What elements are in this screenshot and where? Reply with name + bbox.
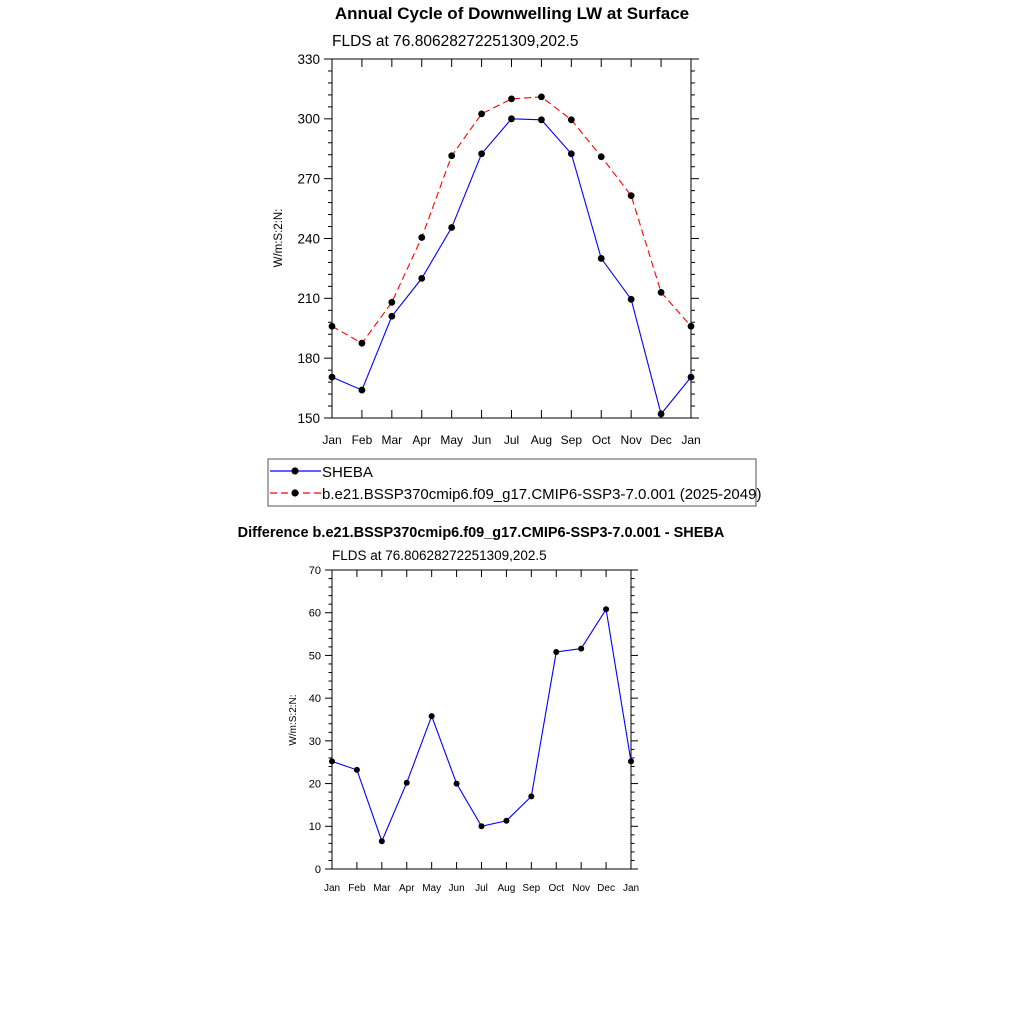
x-tick-label: Jul bbox=[503, 433, 520, 447]
y-ticks bbox=[309, 565, 638, 876]
y-axis-label: W/m:S:2:N: bbox=[273, 208, 285, 268]
x-tick-label: Dec bbox=[650, 433, 672, 447]
x-tick-label: Nov bbox=[572, 883, 591, 894]
series-line bbox=[332, 609, 631, 841]
data-point bbox=[598, 153, 605, 160]
x-tick-label: Jun bbox=[448, 883, 465, 894]
x-tick-label: Feb bbox=[351, 433, 373, 447]
data-point bbox=[568, 116, 575, 123]
x-tick-label: Apr bbox=[398, 883, 415, 894]
x-tick-label: Jul bbox=[475, 883, 488, 894]
data-point bbox=[628, 192, 635, 199]
data-point bbox=[388, 313, 395, 320]
x-tick-label: Jan bbox=[323, 883, 341, 894]
x-tick-label: Aug bbox=[530, 433, 553, 447]
series-layer bbox=[329, 606, 634, 844]
legend-marker-model bbox=[291, 489, 298, 496]
chart-difference bbox=[238, 525, 725, 894]
y-tick-label: 240 bbox=[297, 231, 320, 247]
x-tick-label: Mar bbox=[381, 433, 403, 447]
data-point bbox=[508, 115, 515, 122]
y-tick-label: 60 bbox=[308, 607, 321, 620]
data-point bbox=[388, 299, 395, 306]
y-tick-label: 70 bbox=[308, 564, 321, 577]
series-line bbox=[332, 119, 691, 414]
y-ticks bbox=[297, 52, 699, 426]
data-point bbox=[479, 823, 485, 829]
series-line bbox=[332, 97, 691, 343]
x-tick-label: May bbox=[422, 883, 442, 894]
x-tick-label: Jan bbox=[622, 883, 640, 894]
x-tick-label: Sep bbox=[522, 883, 541, 894]
chart-title: Difference b.e21.BSSP370cmip6.f09_g17.CMIP6-SSP3-7.0.001 - SHEBA bbox=[237, 525, 725, 541]
y-tick-label: 330 bbox=[297, 51, 320, 67]
data-point bbox=[528, 793, 534, 799]
chart-title: Annual Cycle of Downwelling LW at Surface bbox=[334, 4, 690, 23]
chart-annual-cycle bbox=[268, 4, 761, 506]
chart-subtitle: FLDS at 76.80628272251309,202.5 bbox=[332, 548, 547, 563]
y-tick-label: 180 bbox=[297, 351, 320, 367]
data-point bbox=[404, 780, 410, 786]
data-point bbox=[329, 323, 336, 330]
x-tick-label: Jan bbox=[322, 433, 342, 447]
y-tick-label: 300 bbox=[297, 111, 320, 127]
x-tick-label: Sep bbox=[560, 433, 583, 447]
data-point bbox=[379, 838, 385, 844]
data-point bbox=[418, 234, 425, 241]
x-tick-label: Dec bbox=[597, 883, 615, 894]
data-point bbox=[598, 255, 605, 262]
series-layer bbox=[329, 93, 695, 417]
data-point bbox=[448, 224, 455, 231]
legend bbox=[268, 459, 761, 506]
x-tick-label: Feb bbox=[348, 883, 366, 894]
y-axis-label: W/m:S:2:N: bbox=[288, 694, 299, 746]
data-point bbox=[538, 116, 545, 123]
data-point bbox=[448, 152, 455, 159]
data-point bbox=[329, 374, 336, 381]
y-tick-label: 10 bbox=[308, 821, 321, 834]
y-tick-label: 270 bbox=[297, 171, 320, 187]
x-tick-label: Nov bbox=[620, 433, 642, 447]
chart-subtitle: FLDS at 76.80628272251309,202.5 bbox=[332, 33, 579, 50]
data-point bbox=[354, 767, 360, 773]
data-point bbox=[658, 411, 665, 418]
y-tick-label: 40 bbox=[308, 693, 321, 706]
data-point bbox=[359, 387, 366, 394]
x-tick-label: Oct bbox=[548, 883, 565, 894]
plot-frame bbox=[332, 59, 691, 418]
data-point bbox=[454, 781, 460, 787]
x-tick-label: Apr bbox=[412, 433, 432, 447]
data-point bbox=[478, 150, 485, 157]
legend-label-model: b.e21.BSSP370cmip6.f09_g17.CMIP6-SSP3-7.0.001 (2025-2049) bbox=[322, 486, 762, 503]
data-point bbox=[503, 818, 509, 824]
data-point bbox=[429, 713, 435, 719]
data-point bbox=[508, 95, 515, 102]
data-point bbox=[568, 150, 575, 157]
data-point bbox=[359, 340, 366, 347]
y-tick-label: 150 bbox=[297, 410, 320, 426]
legend-marker-sheba bbox=[291, 467, 298, 474]
data-point bbox=[628, 296, 635, 303]
x-tick-label: Oct bbox=[591, 433, 611, 447]
data-point bbox=[478, 110, 485, 117]
x-tick-label: Mar bbox=[373, 883, 391, 894]
data-point bbox=[538, 93, 545, 100]
y-tick-label: 20 bbox=[308, 778, 321, 791]
y-tick-label: 50 bbox=[308, 650, 321, 663]
y-tick-label: 210 bbox=[297, 291, 320, 307]
data-point bbox=[578, 646, 584, 652]
y-tick-label: 0 bbox=[314, 863, 321, 876]
y-tick-label: 30 bbox=[308, 735, 321, 748]
data-point bbox=[628, 758, 634, 764]
legend-label-sheba: SHEBA bbox=[322, 464, 373, 481]
data-point bbox=[603, 606, 609, 612]
x-tick-label: Jan bbox=[681, 433, 701, 447]
data-point bbox=[688, 374, 695, 381]
data-point bbox=[688, 323, 695, 330]
data-point bbox=[329, 758, 335, 764]
data-point bbox=[658, 289, 665, 296]
x-tick-label: Aug bbox=[497, 883, 516, 894]
x-tick-label: Jun bbox=[471, 433, 492, 447]
data-point bbox=[553, 649, 559, 655]
data-point bbox=[418, 275, 425, 282]
x-tick-label: May bbox=[440, 433, 464, 447]
x-ticks bbox=[324, 570, 639, 894]
